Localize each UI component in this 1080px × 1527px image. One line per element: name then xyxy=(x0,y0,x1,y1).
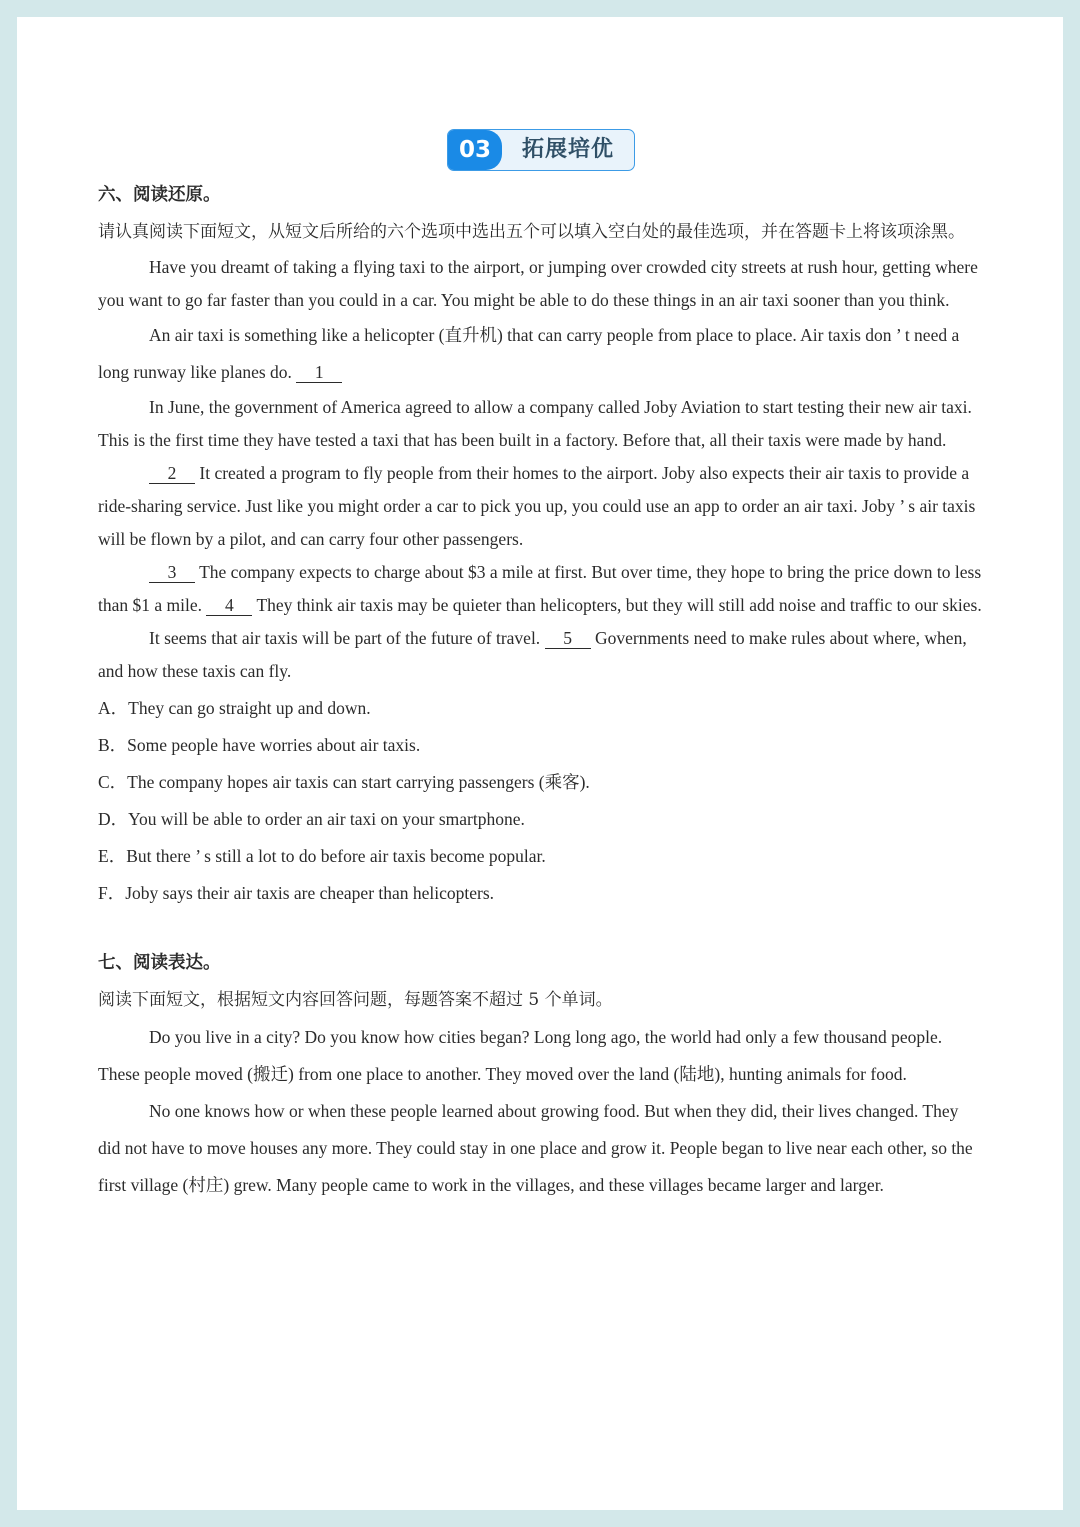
paragraph6-text-a: It seems that air taxis will be part of the future of travel. xyxy=(149,628,541,648)
blank-4: 4 xyxy=(206,595,252,616)
option-e: E．But there ’ s still a lot to do before air taxis become popular. xyxy=(98,846,546,866)
passage1-paragraph3: In June, the government of America agreed to allow a company called Joby Aviation to start testing their new air taxi. This is the first time they have tested a taxi that has been built in a factory. Before that, all their taxis were made by hand. xyxy=(98,397,972,450)
blank-5: 5 xyxy=(545,628,591,649)
paragraph6-text-b: Governments need to make rules about where, when, and how these taxis can fly. xyxy=(98,628,967,681)
option-c: C．The company hopes air taxis can start carrying passengers (乘客). xyxy=(98,772,590,792)
passage2-paragraph1: Do you live in a city? Do you know how cities began? Long long ago, the world had only a few thousand people. These people moved (搬迁) from one place to another. They moved over the land (陆地), hunting animals for food. xyxy=(98,1027,943,1084)
section7-heading: 七、阅读表达。 xyxy=(98,953,221,973)
section6-heading: 六、阅读还原。 xyxy=(98,185,221,205)
passage1-paragraph5 xyxy=(98,556,983,622)
option-a: A．They can go straight up and down. xyxy=(98,698,371,718)
answer-options xyxy=(98,690,983,912)
passage1-paragraph6 xyxy=(98,622,983,688)
document-content xyxy=(98,177,983,1204)
paragraph2-text: An air taxi is something like a helicopter (直升机) that can carry people from place to place. Air taxis don ’ t need a long runway like planes do. xyxy=(98,325,960,382)
section-badge xyxy=(447,129,635,171)
section6-instruction: 请认真阅读下面短文，从短文后所给的六个选项中选出五个可以填入空白处的最佳选项，并在答题卡上将该项涂黑。 xyxy=(98,222,965,242)
blank-2: 2 xyxy=(149,463,195,484)
badge-number: 03 xyxy=(448,130,502,170)
badge-title: 拓展培优 xyxy=(521,137,614,162)
document-page xyxy=(17,17,1063,1510)
section7-instruction: 阅读下面短文，根据短文内容回答问题，每题答案不超过 5 个单词。 xyxy=(98,990,613,1010)
option-f: F．Joby says their air taxis are cheaper than helicopters. xyxy=(98,883,495,903)
passage2-paragraph2: No one knows how or when these people learned about growing food. But when they did, their lives changed. They did not have to move houses any more. They could stay in one place and grow it. People began to live near each other, so the first village (村庄) grew. Many people came to work in the villages, and these villages became larger and larger. xyxy=(98,1101,973,1195)
blank-1: 1 xyxy=(296,362,342,383)
paragraph5-text-b: They think air taxis may be quieter than helicopters, but they will still add noise and traffic to our skies. xyxy=(256,595,982,615)
paragraph5-text-a: The company expects to charge about $3 a mile at first. But over time, they hope to bring the price down to less than $1 a mile. xyxy=(98,562,982,615)
blank-3: 3 xyxy=(149,562,195,583)
passage1-paragraph4 xyxy=(98,457,983,556)
passage1-paragraph2 xyxy=(98,317,983,391)
option-d: D．You will be able to order an air taxi on your smartphone. xyxy=(98,809,525,829)
passage1-paragraph1: Have you dreamt of taking a flying taxi to the airport, or jumping over crowded city streets at rush hour, getting where you want to go far faster than you could in a car. You might be able to do these things in an air taxi sooner than you think. xyxy=(98,257,978,310)
paragraph4-text: It created a program to fly people from their homes to the airport. Joby also expects their air taxis to provide a ride-sharing service. Just like you might order a car to pick you up, you could use an app to order an air taxi. Joby ’ s air taxis will be flown by a pilot, and can carry four other passengers. xyxy=(98,463,976,549)
section-spacer xyxy=(98,912,983,945)
option-b: B．Some people have worries about air taxis. xyxy=(98,735,421,755)
